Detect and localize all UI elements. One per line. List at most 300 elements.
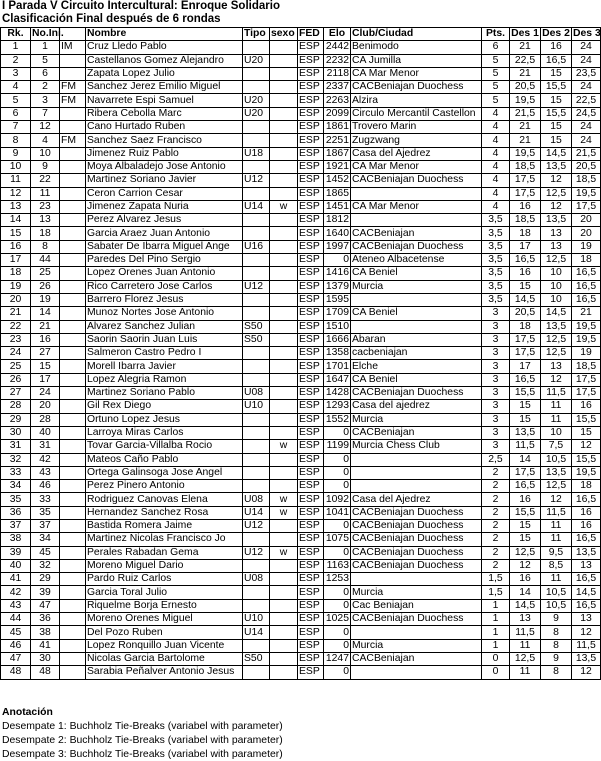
cell-title: [60, 586, 86, 599]
cell-sex: [270, 254, 298, 267]
cell-name: Sabater De Ibarra Miguel Ange: [86, 240, 243, 253]
cell-tiebreak-3: 24: [572, 41, 601, 54]
cell-tiebreak-3: 24: [572, 54, 601, 67]
cell-tiebreak-1: 16,5: [510, 373, 541, 386]
cell-tiebreak-3: 22,5: [572, 94, 601, 107]
cell-fed: ESP: [298, 307, 324, 320]
cell-type: [243, 426, 270, 439]
cell-tiebreak-1: 15: [510, 533, 541, 546]
cell-club: [351, 187, 482, 200]
cell-tiebreak-3: 19: [572, 347, 601, 360]
cell-points: 2,5: [482, 453, 510, 466]
cell-title: [60, 506, 86, 519]
cell-elo: 1416: [324, 267, 351, 280]
cell-rank: 27: [1, 387, 31, 400]
cell-club: [351, 320, 482, 333]
table-row: [1, 41, 601, 54]
table-row: [1, 174, 601, 187]
cell-tiebreak-3: 15: [572, 426, 601, 439]
table-row: [1, 67, 601, 80]
cell-tiebreak-3: 12: [572, 440, 601, 453]
cell-tiebreak-1: 12: [510, 559, 541, 572]
cell-sex: [270, 626, 298, 639]
cell-points: 6: [482, 41, 510, 54]
cell-title: [60, 387, 86, 400]
cell-tiebreak-1: 15: [510, 400, 541, 413]
cell-tiebreak-1: 17: [510, 240, 541, 253]
cell-club: Murcia: [351, 413, 482, 426]
cell-tiebreak-2: 11: [541, 519, 572, 532]
cell-start-no: 48: [31, 666, 60, 679]
cell-tiebreak-3: 18,5: [572, 360, 601, 373]
table-row: [1, 227, 601, 240]
cell-title: [60, 519, 86, 532]
cell-tiebreak-2: 10: [541, 280, 572, 293]
cell-points: 2: [482, 466, 510, 479]
cell-club: [351, 466, 482, 479]
cell-start-no: 38: [31, 626, 60, 639]
cell-rank: 19: [1, 280, 31, 293]
cell-club: CACBeniajan Duochess: [351, 533, 482, 546]
cell-name: Jimenez Ruiz Pablo: [86, 147, 243, 160]
table-row: [1, 320, 601, 333]
cell-elo: 2232: [324, 54, 351, 67]
cell-tiebreak-3: 15,5: [572, 413, 601, 426]
cell-type: U20: [243, 107, 270, 120]
cell-elo: 2337: [324, 81, 351, 94]
cell-name: Rico Carretero Jose Carlos: [86, 280, 243, 293]
cell-sex: [270, 387, 298, 400]
cell-rank: 22: [1, 320, 31, 333]
table-row: [1, 426, 601, 439]
cell-tiebreak-3: 13: [572, 559, 601, 572]
cell-type: [243, 559, 270, 572]
cell-name: Morell Ibarra Javier: [86, 360, 243, 373]
cell-fed: ESP: [298, 599, 324, 612]
cell-club: Casa del ajedrez: [351, 400, 482, 413]
cell-name: Ribera Cebolla Marc: [86, 107, 243, 120]
cell-sex: [270, 107, 298, 120]
cell-title: IM: [60, 41, 86, 54]
cell-name: Perales Rabadan Gema: [86, 546, 243, 559]
cell-name: Ortega Galinsoga Jose Angel: [86, 466, 243, 479]
cell-type: [243, 586, 270, 599]
cell-club: CA Mar Menor: [351, 160, 482, 173]
header-tiebreak-3: Des 3: [573, 28, 601, 40]
cell-tiebreak-2: 12,5: [541, 480, 572, 493]
cell-fed: ESP: [298, 387, 324, 400]
table-row: [1, 652, 601, 665]
cell-club: CACBeniajan Duochess: [351, 81, 482, 94]
cell-tiebreak-2: 15: [541, 121, 572, 134]
cell-fed: ESP: [298, 187, 324, 200]
cell-tiebreak-1: 15,5: [510, 506, 541, 519]
cell-name: Navarrete Espi Samuel: [86, 94, 243, 107]
cell-rank: 41: [1, 573, 31, 586]
cell-title: [60, 533, 86, 546]
cell-rank: 13: [1, 200, 31, 213]
cell-tiebreak-1: 13,5: [510, 426, 541, 439]
cell-title: [60, 107, 86, 120]
cell-sex: [270, 187, 298, 200]
cell-points: 3: [482, 387, 510, 400]
cell-type: S50: [243, 333, 270, 346]
cell-type: [243, 160, 270, 173]
cell-sex: [270, 134, 298, 147]
cell-tiebreak-2: 9: [541, 652, 572, 665]
cell-title: [60, 413, 86, 426]
cell-rank: 46: [1, 639, 31, 652]
cell-fed: ESP: [298, 333, 324, 346]
cell-title: [60, 54, 86, 67]
cell-points: 5: [482, 67, 510, 80]
cell-tiebreak-2: 12: [541, 373, 572, 386]
cell-title: [60, 254, 86, 267]
cell-tiebreak-2: 8,5: [541, 559, 572, 572]
cell-fed: ESP: [298, 453, 324, 466]
cell-fed: ESP: [298, 480, 324, 493]
cell-tiebreak-3: 16: [572, 400, 601, 413]
cell-tiebreak-3: 13: [572, 613, 601, 626]
cell-tiebreak-2: 15: [541, 67, 572, 80]
cell-club: Murcia: [351, 586, 482, 599]
cell-club: CACBeniajan: [351, 652, 482, 665]
cell-name: Barrero Florez Jesus: [86, 293, 243, 306]
cell-tiebreak-1: 11,5: [510, 440, 541, 453]
cell-elo: 1510: [324, 320, 351, 333]
cell-type: U14: [243, 200, 270, 213]
table-row: [1, 187, 601, 200]
cell-rank: 10: [1, 160, 31, 173]
table-row: [1, 81, 601, 94]
cell-club: CA Jumilla: [351, 54, 482, 67]
cell-rank: 48: [1, 666, 31, 679]
cell-fed: ESP: [298, 107, 324, 120]
cell-name: Perez Alvarez Jesus: [86, 214, 243, 227]
cell-tiebreak-2: 8: [541, 626, 572, 639]
cell-fed: ESP: [298, 639, 324, 652]
table-row: [1, 613, 601, 626]
cell-elo: 1247: [324, 652, 351, 665]
cell-points: 2: [482, 519, 510, 532]
cell-rank: 3: [1, 67, 31, 80]
cell-name: Ortuno Lopez Jesus: [86, 413, 243, 426]
cell-fed: ESP: [298, 41, 324, 54]
cell-club: CA Beniel: [351, 267, 482, 280]
cell-start-no: 1: [31, 41, 60, 54]
cell-title: [60, 67, 86, 80]
cell-tiebreak-3: 20: [572, 227, 601, 240]
cell-name: Jimenez Zapata Nuria: [86, 200, 243, 213]
cell-title: [60, 400, 86, 413]
cell-type: U14: [243, 506, 270, 519]
cell-points: 3,5: [482, 293, 510, 306]
cell-tiebreak-2: 8: [541, 639, 572, 652]
cell-type: S50: [243, 320, 270, 333]
cell-tiebreak-2: 9,5: [541, 546, 572, 559]
table-row: [1, 493, 601, 506]
cell-tiebreak-3: 17,5: [572, 200, 601, 213]
cell-rank: 45: [1, 626, 31, 639]
cell-rank: 16: [1, 240, 31, 253]
cell-club: [351, 573, 482, 586]
header-sex: sexo: [270, 28, 298, 41]
cell-name: Gil Rex Diego: [86, 400, 243, 413]
cell-tiebreak-3: 24: [572, 81, 601, 94]
cell-title: [60, 573, 86, 586]
cell-rank: 17: [1, 254, 31, 267]
cell-club: Cac Beniajan: [351, 599, 482, 612]
cell-type: [243, 187, 270, 200]
header-start-no: No.Ini.: [32, 28, 64, 40]
cell-name: Lopez Alegria Ramon: [86, 373, 243, 386]
table-row: [1, 54, 601, 67]
cell-points: 2: [482, 493, 510, 506]
cell-start-no: 10: [31, 147, 60, 160]
cell-title: FM: [60, 94, 86, 107]
cell-title: [60, 546, 86, 559]
cell-sex: [270, 320, 298, 333]
cell-points: 3: [482, 360, 510, 373]
cell-start-no: 32: [31, 559, 60, 572]
cell-tiebreak-3: 16,5: [572, 267, 601, 280]
cell-rank: 4: [1, 81, 31, 94]
cell-sex: [270, 453, 298, 466]
cell-tiebreak-1: 17,5: [510, 174, 541, 187]
cell-fed: ESP: [298, 293, 324, 306]
cell-points: 2: [482, 480, 510, 493]
cell-start-no: 12: [31, 121, 60, 134]
cell-fed: ESP: [298, 586, 324, 599]
cell-name: Martinez Soriano Pablo: [86, 387, 243, 400]
cell-start-no: 33: [31, 493, 60, 506]
cell-club: Casa del Ajedrez: [351, 147, 482, 160]
cell-start-no: 44: [31, 254, 60, 267]
cell-type: [243, 307, 270, 320]
cell-points: 3,5: [482, 254, 510, 267]
cell-type: [243, 267, 270, 280]
cell-tiebreak-3: 21: [572, 307, 601, 320]
cell-fed: ESP: [298, 546, 324, 559]
cell-type: U12: [243, 546, 270, 559]
cell-tiebreak-3: 21,5: [572, 147, 601, 160]
cell-title: [60, 652, 86, 665]
cell-tiebreak-1: 15,5: [510, 387, 541, 400]
cell-name: Hernandez Sanchez Rosa: [86, 506, 243, 519]
cell-tiebreak-1: 14: [510, 453, 541, 466]
cell-tiebreak-2: 13,5: [541, 466, 572, 479]
cell-tiebreak-2: 14,5: [541, 307, 572, 320]
cell-name: Moreno Orenes Miguel: [86, 613, 243, 626]
cell-elo: 1163: [324, 559, 351, 572]
cell-name: Garcia Araez Juan Antonio: [86, 227, 243, 240]
table-row: [1, 254, 601, 267]
annotation-heading: Anotación: [2, 707, 53, 718]
cell-rank: 36: [1, 506, 31, 519]
cell-rank: 20: [1, 293, 31, 306]
cell-start-no: 30: [31, 652, 60, 665]
cell-points: 3: [482, 320, 510, 333]
cell-fed: ESP: [298, 174, 324, 187]
cell-points: 1: [482, 599, 510, 612]
header-rank: Rk.: [1, 28, 31, 41]
cell-tiebreak-1: 16: [510, 493, 541, 506]
cell-title: [60, 174, 86, 187]
cell-type: U20: [243, 54, 270, 67]
cell-rank: 8: [1, 134, 31, 147]
cell-type: [243, 227, 270, 240]
cell-start-no: 11: [31, 187, 60, 200]
cell-elo: 0: [324, 453, 351, 466]
table-row: [1, 559, 601, 572]
cell-name: Pardo Ruiz Carlos: [86, 573, 243, 586]
cell-title: [60, 666, 86, 679]
cell-start-no: 5: [31, 54, 60, 67]
cell-title: [60, 426, 86, 439]
cell-sex: [270, 400, 298, 413]
cell-points: 1: [482, 639, 510, 652]
cell-tiebreak-2: 13: [541, 240, 572, 253]
cell-tiebreak-2: 11,5: [541, 387, 572, 400]
cell-rank: 1: [1, 41, 31, 54]
table-row: [1, 480, 601, 493]
cell-tiebreak-2: 11,5: [541, 506, 572, 519]
cell-sex: [270, 41, 298, 54]
cell-elo: 1666: [324, 333, 351, 346]
cell-points: 5: [482, 94, 510, 107]
cell-tiebreak-1: 19,5: [510, 94, 541, 107]
cell-title: [60, 280, 86, 293]
cell-sex: w: [270, 546, 298, 559]
cell-type: [243, 293, 270, 306]
cell-points: 4: [482, 160, 510, 173]
cell-club: CACBeniajan Duochess: [351, 546, 482, 559]
cell-sex: [270, 666, 298, 679]
table-row: [1, 466, 601, 479]
cell-tiebreak-3: 24: [572, 121, 601, 134]
cell-points: 1: [482, 626, 510, 639]
table-row: [1, 94, 601, 107]
cell-tiebreak-3: 24: [572, 134, 601, 147]
cell-type: U14: [243, 626, 270, 639]
cell-rank: 12: [1, 187, 31, 200]
cell-fed: ESP: [298, 160, 324, 173]
cell-tiebreak-1: 22,5: [510, 54, 541, 67]
cell-sex: [270, 573, 298, 586]
cell-tiebreak-1: 20,5: [510, 307, 541, 320]
cell-type: [243, 533, 270, 546]
cell-fed: ESP: [298, 94, 324, 107]
cell-start-no: 27: [31, 347, 60, 360]
cell-type: U12: [243, 280, 270, 293]
cell-name: Tovar Garcia-Villalba Rocio: [86, 440, 243, 453]
cell-name: Sanchez Saez Francisco: [86, 134, 243, 147]
cell-name: Sarabia Peñalver Antonio Jesus: [86, 666, 243, 679]
cell-club: CACBeniajan: [351, 426, 482, 439]
cell-fed: ESP: [298, 360, 324, 373]
cell-start-no: 46: [31, 480, 60, 493]
cell-rank: 40: [1, 559, 31, 572]
cell-name: Paredes Del Pino Sergio: [86, 254, 243, 267]
cell-elo: 1865: [324, 187, 351, 200]
cell-tiebreak-3: 16,5: [572, 493, 601, 506]
cell-start-no: 18: [31, 227, 60, 240]
cell-tiebreak-1: 16: [510, 200, 541, 213]
cell-name: Martinez Soriano Javier: [86, 174, 243, 187]
cell-club: CACBeniajan Duochess: [351, 174, 482, 187]
cell-rank: 30: [1, 426, 31, 439]
table-row: [1, 240, 601, 253]
cell-tiebreak-2: 7,5: [541, 440, 572, 453]
cell-sex: [270, 174, 298, 187]
cell-fed: ESP: [298, 533, 324, 546]
cell-title: [60, 480, 86, 493]
cell-tiebreak-3: 12: [572, 666, 601, 679]
cell-title: [60, 293, 86, 306]
cell-tiebreak-3: 19,5: [572, 333, 601, 346]
cell-fed: ESP: [298, 626, 324, 639]
cell-rank: 2: [1, 54, 31, 67]
cell-fed: ESP: [298, 400, 324, 413]
cell-tiebreak-2: 10,5: [541, 586, 572, 599]
cell-tiebreak-2: 10,5: [541, 453, 572, 466]
cell-tiebreak-1: 16,5: [510, 254, 541, 267]
cell-tiebreak-1: 15: [510, 519, 541, 532]
cell-name: Rodriguez Canovas Elena: [86, 493, 243, 506]
cell-start-no: 36: [31, 613, 60, 626]
standings-body: [1, 41, 601, 679]
cell-type: U20: [243, 94, 270, 107]
cell-start-no: 29: [31, 573, 60, 586]
cell-tiebreak-2: 13: [541, 360, 572, 373]
cell-tiebreak-1: 20,5: [510, 81, 541, 94]
cell-title: [60, 347, 86, 360]
cell-rank: 47: [1, 652, 31, 665]
cell-tiebreak-1: 14,5: [510, 293, 541, 306]
cell-points: 4: [482, 187, 510, 200]
cell-name: Larroya Miras Carlos: [86, 426, 243, 439]
table-row: [1, 360, 601, 373]
cell-points: 0: [482, 652, 510, 665]
cell-tiebreak-3: 16,5: [572, 280, 601, 293]
cell-elo: 1701: [324, 360, 351, 373]
cell-title: [60, 187, 86, 200]
cell-club: CACBeniajan Duochess: [351, 506, 482, 519]
cell-fed: ESP: [298, 506, 324, 519]
cell-sex: w: [270, 506, 298, 519]
cell-tiebreak-2: 12: [541, 493, 572, 506]
cell-points: 3: [482, 307, 510, 320]
cell-tiebreak-3: 16,5: [572, 599, 601, 612]
cell-elo: 0: [324, 546, 351, 559]
cell-tiebreak-2: 10,5: [541, 599, 572, 612]
cell-type: U16: [243, 240, 270, 253]
cell-elo: 0: [324, 586, 351, 599]
annotation-line: Desempate 3: Buchholz Tie-Breaks (variabel with parameter): [2, 749, 283, 760]
cell-tiebreak-2: 13,5: [541, 320, 572, 333]
header-tiebreak-1: Des 1: [511, 28, 539, 40]
cell-type: [243, 347, 270, 360]
cell-start-no: 24: [31, 387, 60, 400]
cell-rank: 23: [1, 333, 31, 346]
cell-tiebreak-3: 16,5: [572, 573, 601, 586]
cell-elo: 0: [324, 626, 351, 639]
cell-type: [243, 480, 270, 493]
cell-start-no: 43: [31, 466, 60, 479]
cell-start-no: 13: [31, 214, 60, 227]
cell-elo: 2442: [324, 41, 351, 54]
tournament-title: I Parada V Circuito Intercultural: Enroque Solidario: [2, 0, 280, 12]
